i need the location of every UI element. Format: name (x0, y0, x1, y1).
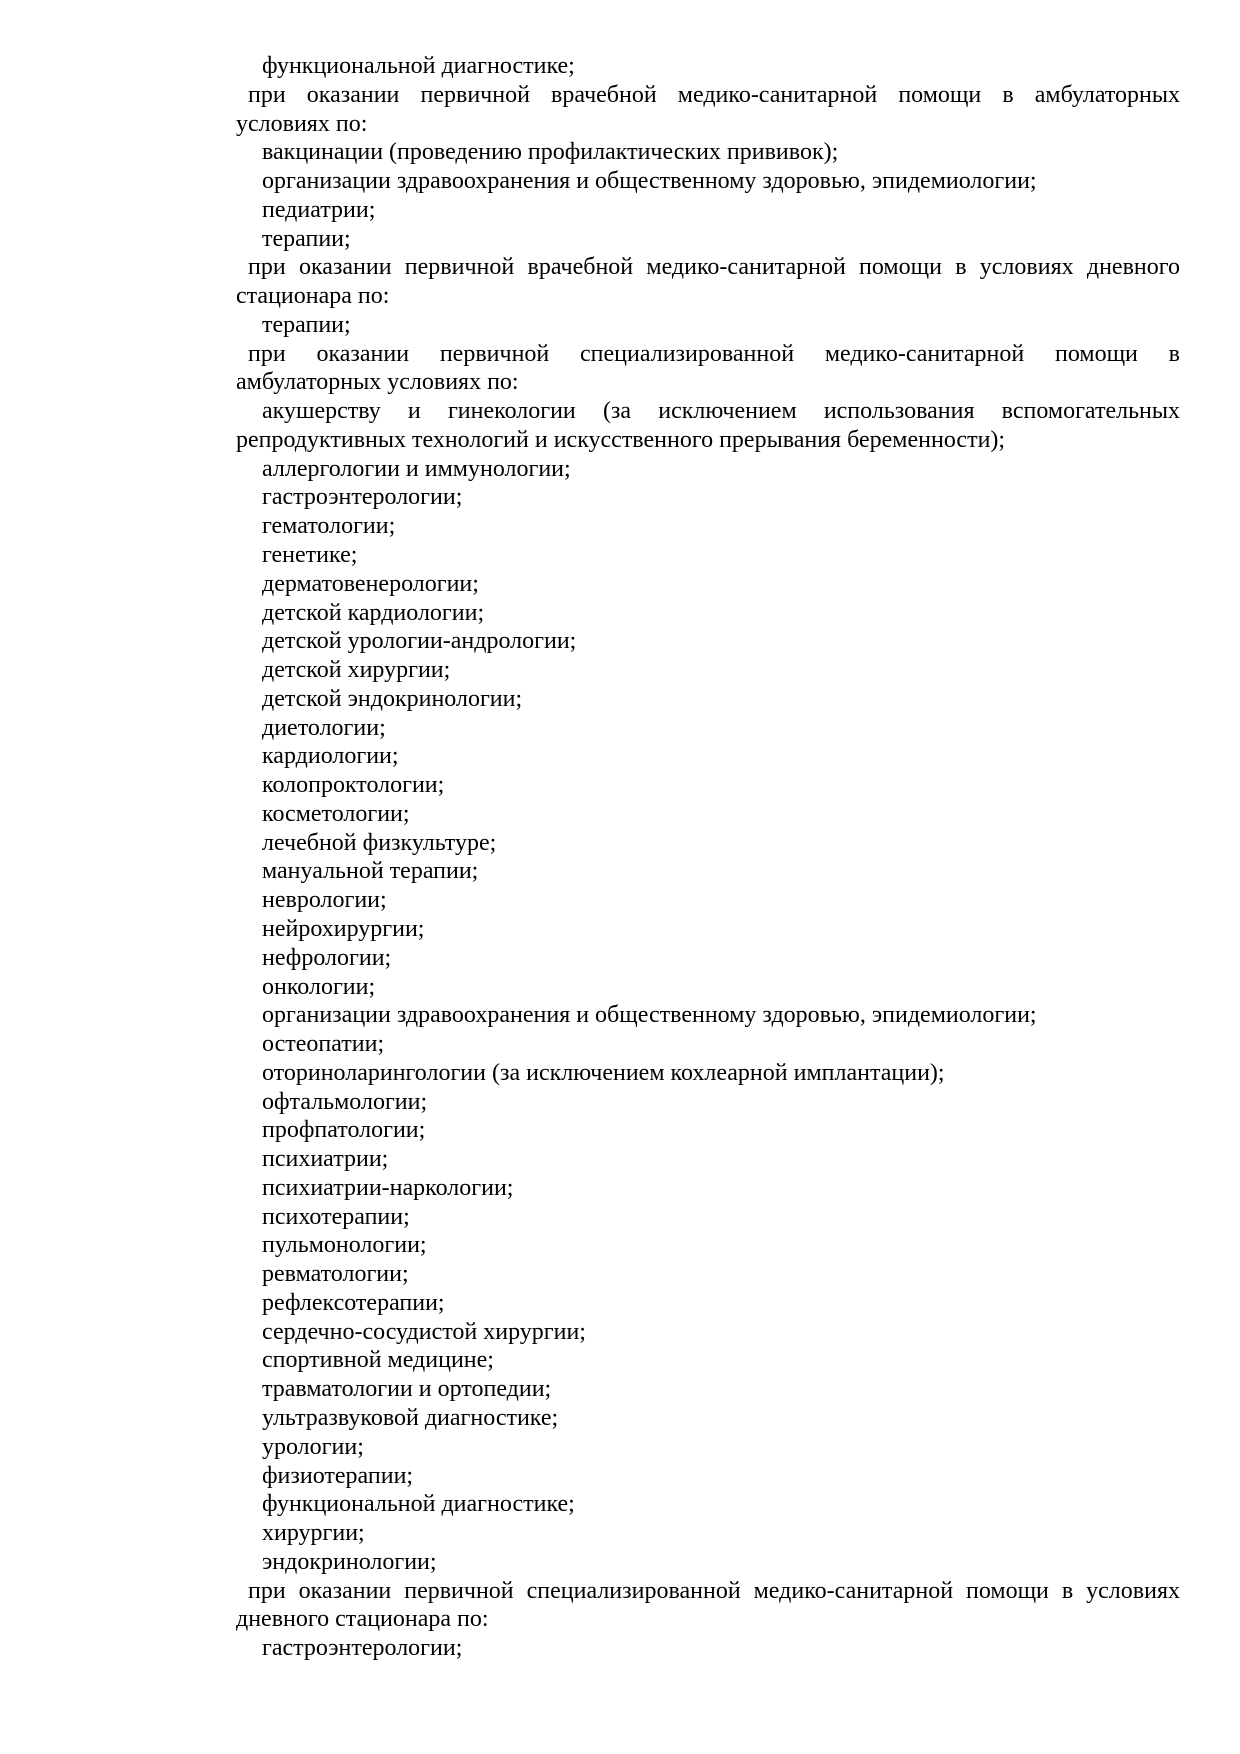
text-line: организации здравоохранения и общественному здоровью, эпидемиологии; (262, 168, 1037, 195)
text-line: организации здравоохранения и общественному здоровью, эпидемиологии; (262, 1002, 1037, 1029)
text-line: дневного стационара по: (236, 1606, 489, 1633)
text-line: пульмонологии; (262, 1232, 427, 1259)
text-line: хирургии; (262, 1520, 365, 1547)
text-line: педиатрии; (262, 196, 376, 223)
text-line: лечебной физкультуре; (262, 829, 497, 856)
text-line: детской кардиологии; (262, 599, 485, 626)
text-line: косметологии; (262, 800, 410, 827)
text-line: детской эндокринологии; (262, 685, 523, 712)
text-line: гематологии; (262, 513, 396, 540)
text-line: онкологии; (262, 973, 376, 1000)
text-line: психиатрии; (262, 1146, 389, 1173)
text-line: при оказании первичной врачебной медико-санитарной помощи в условиях дневного (248, 254, 1180, 281)
text-line: спортивной медицине; (262, 1347, 494, 1374)
document-page (236, 52, 1180, 1663)
text-line: дерматовенерологии; (262, 570, 479, 597)
text-line: неврологии; (262, 887, 387, 914)
text-line: акушерству и гинекологии (за исключением использования вспомогательных (262, 398, 1180, 425)
text-line: детской урологии-андрологии; (262, 628, 577, 655)
text-line: эндокринологии; (262, 1548, 437, 1575)
text-line: рефлексотерапии; (262, 1289, 445, 1316)
text-line: условиях по: (236, 110, 368, 137)
text-line: нейрохирургии; (262, 915, 425, 942)
text-line: психотерапии; (262, 1203, 410, 1230)
text-line: терапии; (262, 225, 351, 252)
text-line: остеопатии; (262, 1031, 385, 1058)
text-line: физиотерапии; (262, 1462, 414, 1489)
text-line: функциональной диагностике; (262, 53, 575, 79)
text-line: кардиологии; (262, 743, 399, 770)
text-line: репродуктивных технологий и искусственного прерывания беременности); (236, 426, 1006, 453)
text-line: терапии; (262, 311, 351, 338)
text-line: оториноларингологии (за исключением кохлеарной имплантации); (262, 1059, 945, 1086)
text-line: колопроктологии; (262, 772, 445, 799)
text-line: диетологии; (262, 714, 386, 741)
text-line: ультразвуковой диагностике; (262, 1404, 559, 1431)
text-line: травматологии и ортопедии; (262, 1376, 552, 1403)
text-line: сердечно-сосудистой хирургии; (262, 1318, 586, 1345)
text-line: ревматологии; (262, 1261, 409, 1288)
text-line: вакцинации (проведению профилактических прививок); (262, 139, 839, 166)
text-line: офтальмологии; (262, 1088, 428, 1115)
text-line: генетике; (262, 542, 358, 569)
text-line: функциональной диагностике; (262, 1491, 575, 1518)
text-line: стационара по: (236, 283, 390, 310)
text-line: при оказании первичной специализированной медико-санитарной помощи в условиях (248, 1577, 1180, 1604)
text-line: нефрологии; (262, 944, 392, 971)
text-line: детской хирургии; (262, 657, 451, 684)
text-line: амбулаторных условиях по: (236, 369, 519, 396)
text-line: при оказании первичной врачебной медико-санитарной помощи в амбулаторных (248, 81, 1180, 108)
text-line: урологии; (262, 1433, 364, 1460)
text-line: при оказании первичной специализированной медико-санитарной помощи в (248, 340, 1180, 367)
text-line: психиатрии-наркологии; (262, 1174, 514, 1201)
text-line: гастроэнтерологии; (262, 484, 463, 511)
text-line: гастроэнтерологии; (262, 1635, 463, 1662)
text-line: аллергологии и иммунологии; (262, 455, 571, 482)
text-line: профпатологии; (262, 1117, 426, 1144)
text-line: мануальной терапии; (262, 858, 479, 885)
